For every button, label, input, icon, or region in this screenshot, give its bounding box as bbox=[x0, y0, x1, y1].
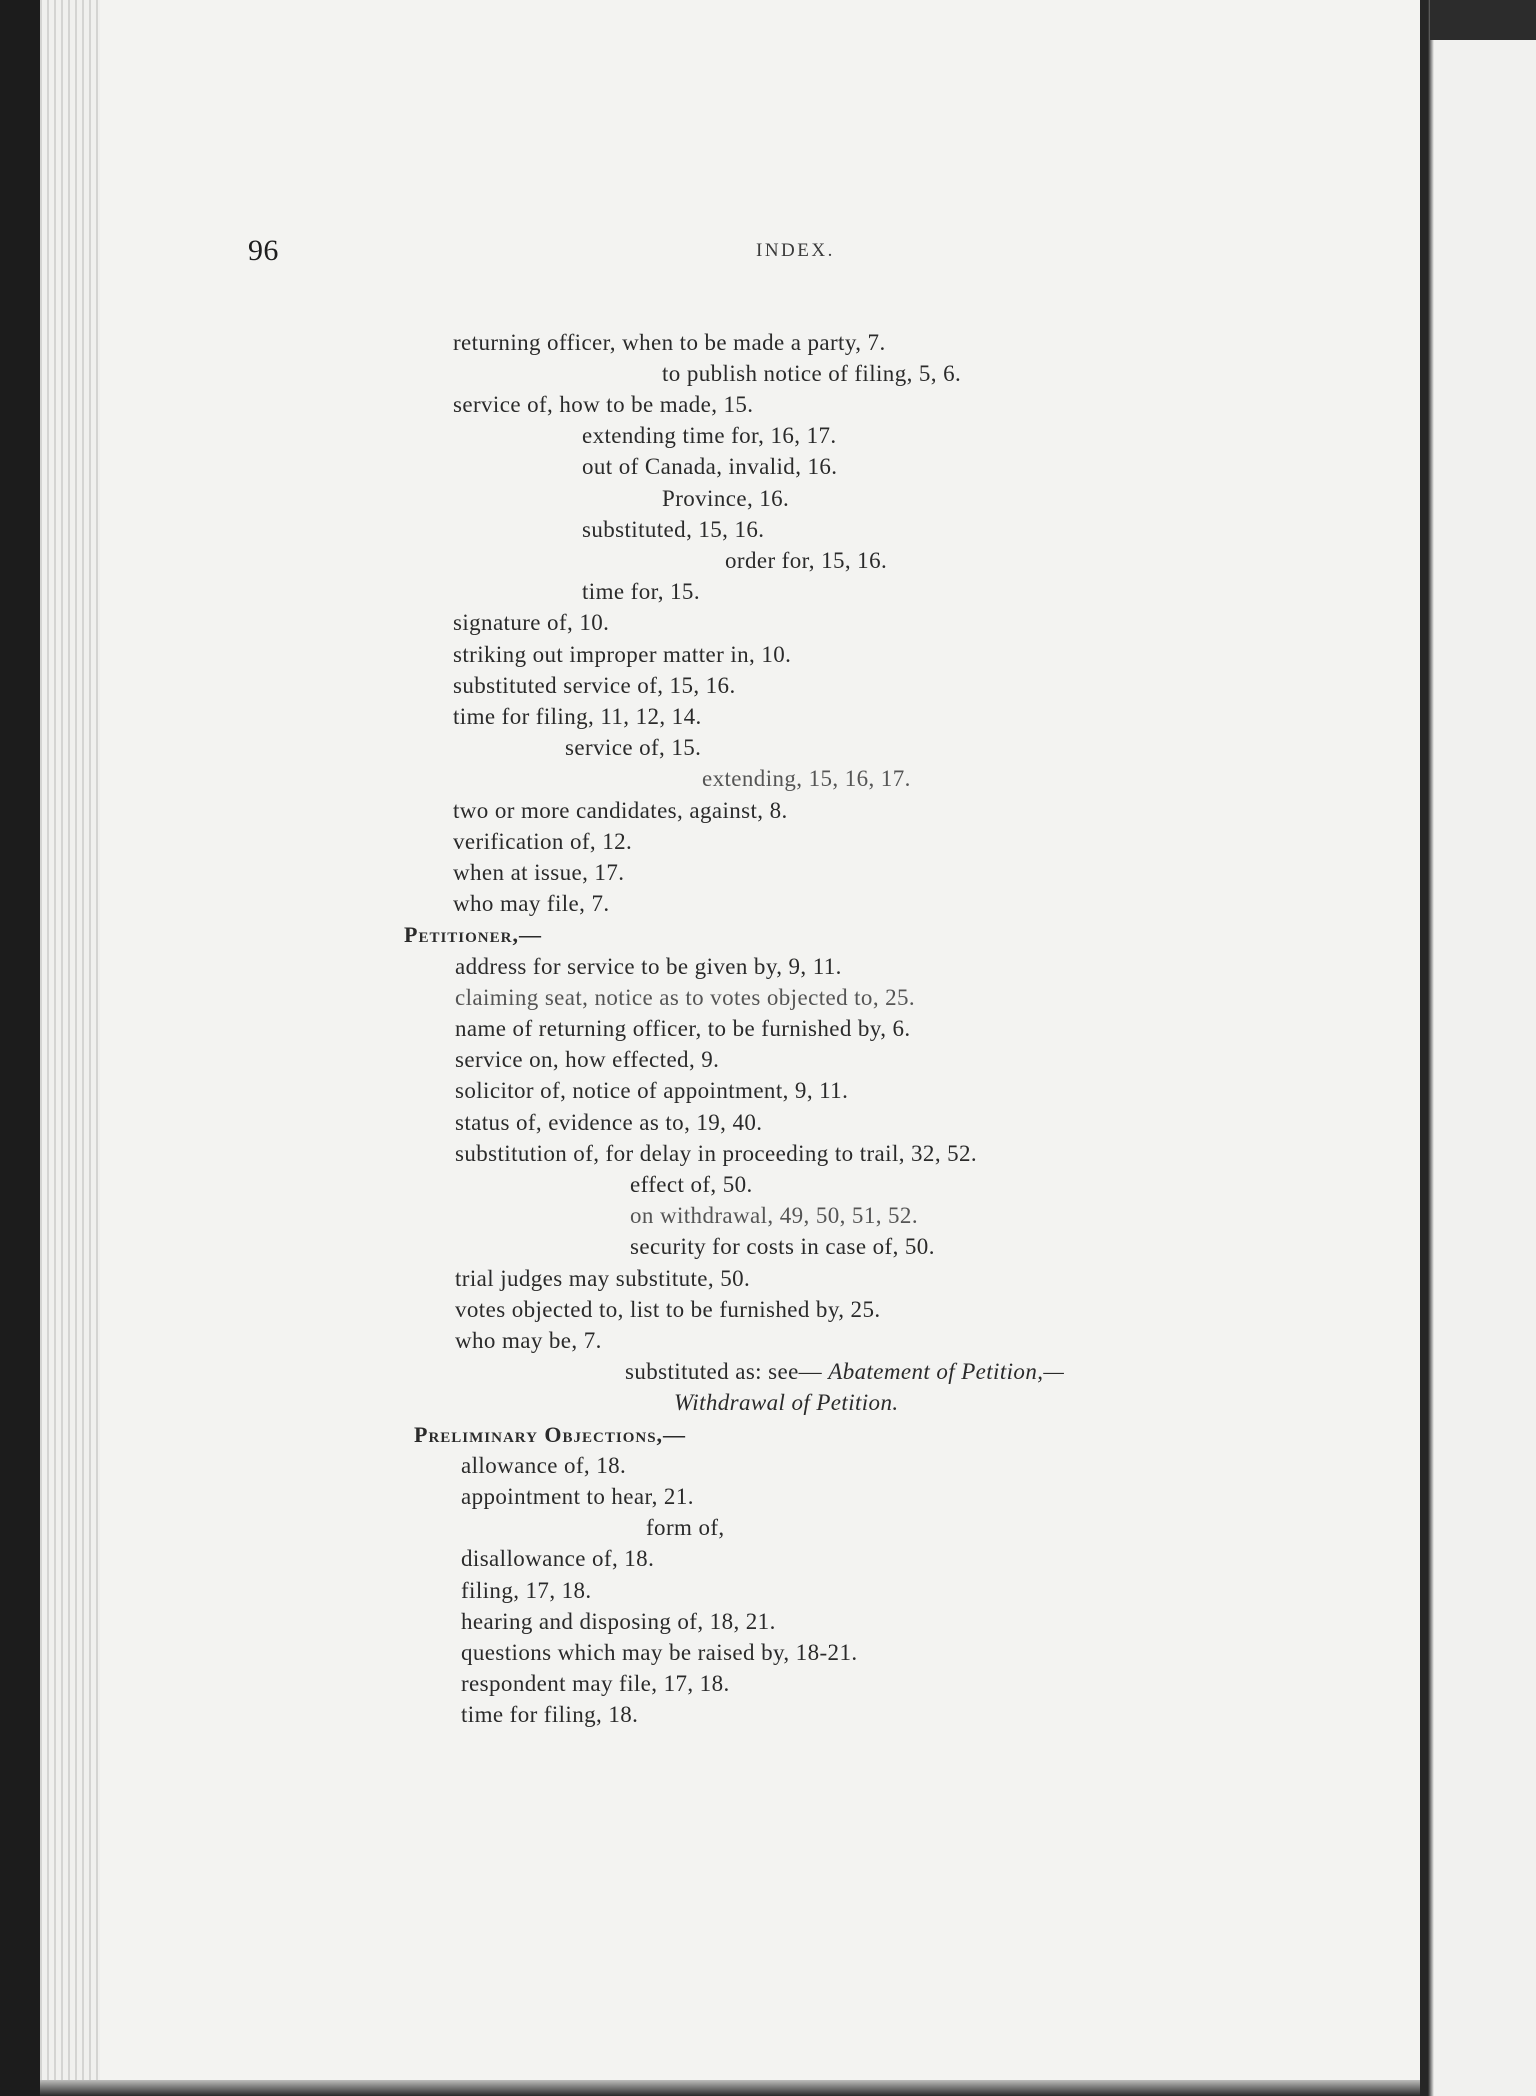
index-subentry: trial judges may substitute, 50. bbox=[455, 1266, 751, 1291]
index-subentry: time for, 15. bbox=[582, 579, 700, 604]
index-subentry: to publish notice of filing, 5, 6. bbox=[662, 361, 962, 386]
index-subentry: time for filing, 18. bbox=[461, 1702, 639, 1727]
index-subentry: striking out improper matter in, 10. bbox=[453, 642, 792, 667]
index-subentry: substituted, 15, 16. bbox=[582, 517, 765, 542]
index-subentry: name of returning officer, to be furnished by, 6. bbox=[455, 1016, 911, 1041]
facing-page-edge bbox=[1420, 0, 1536, 2096]
page-bottom-edge bbox=[40, 2080, 1420, 2096]
index-subentry: hearing and disposing of, 18, 21. bbox=[461, 1609, 776, 1634]
running-head: INDEX. bbox=[756, 240, 835, 261]
index-subentry: solicitor of, notice of appointment, 9, 11. bbox=[455, 1078, 849, 1103]
index-subentry: respondent may file, 17, 18. bbox=[461, 1671, 730, 1696]
index-subentry: Province, 16. bbox=[662, 486, 790, 511]
index-subentry: out of Canada, invalid, 16. bbox=[582, 454, 838, 479]
index-subentry: claiming seat, notice as to votes objected to, 25. bbox=[455, 985, 916, 1010]
index-heading-petitioner: Petitioner,— bbox=[404, 922, 542, 947]
index-subentry: questions which may be raised by, 18-21. bbox=[461, 1640, 858, 1665]
index-subentry: extending, 15, 16, 17. bbox=[702, 766, 911, 791]
index-subentry: when at issue, 17. bbox=[453, 860, 625, 885]
index-subentry: form of, bbox=[646, 1515, 725, 1540]
index-subentry: who may be, 7. bbox=[455, 1328, 602, 1353]
index-subentry: returning officer, when to be made a party, 7. bbox=[453, 330, 886, 355]
index-subentry: service of, how to be made, 15. bbox=[453, 392, 754, 417]
index-subentry: substituted service of, 15, 16. bbox=[453, 673, 736, 698]
index-subentry: security for costs in case of, 50. bbox=[630, 1234, 935, 1259]
index-heading-preliminary-objections: Preliminary Objections,— bbox=[414, 1422, 687, 1447]
index-subentry: votes objected to, list to be furnished by, 25. bbox=[455, 1297, 881, 1322]
cross-reference-abatement: Abatement of Petition,— bbox=[828, 1359, 1065, 1384]
index-subentry: disallowance of, 18. bbox=[461, 1546, 655, 1571]
index-subentry: signature of, 10. bbox=[453, 610, 610, 635]
index-subentry: status of, evidence as to, 19, 40. bbox=[455, 1110, 763, 1135]
index-subentry: filing, 17, 18. bbox=[461, 1578, 592, 1603]
index-subentry: two or more candidates, against, 8. bbox=[453, 798, 788, 823]
index-subentry: on withdrawal, 49, 50, 51, 52. bbox=[630, 1203, 918, 1228]
index-subentry: substitution of, for delay in proceeding to trail, 32, 52. bbox=[455, 1141, 978, 1166]
see-reference-label: substituted as: see— bbox=[625, 1359, 823, 1384]
scan-shadow bbox=[1430, 0, 1536, 40]
index-subentry: time for filing, 11, 12, 14. bbox=[453, 704, 702, 729]
index-subentry: verification of, 12. bbox=[453, 829, 633, 854]
index-subentry: effect of, 50. bbox=[630, 1172, 753, 1197]
index-subentry: order for, 15, 16. bbox=[725, 548, 888, 573]
index-subentry: appointment to hear, 21. bbox=[461, 1484, 694, 1509]
index-subentry: service of, 15. bbox=[565, 735, 702, 760]
index-subentry bbox=[625, 1357, 1064, 1387]
page-edges bbox=[40, 0, 100, 2080]
index-subentry: extending time for, 16, 17. bbox=[582, 423, 837, 448]
index-subentry: who may file, 7. bbox=[453, 891, 610, 916]
index-subentry: allowance of, 18. bbox=[461, 1453, 627, 1478]
page-number: 96 bbox=[248, 234, 279, 267]
cross-reference-withdrawal: Withdrawal of Petition. bbox=[674, 1390, 899, 1415]
index-subentry: service on, how effected, 9. bbox=[455, 1047, 720, 1072]
index-subentry: address for service to be given by, 9, 11. bbox=[455, 954, 842, 979]
